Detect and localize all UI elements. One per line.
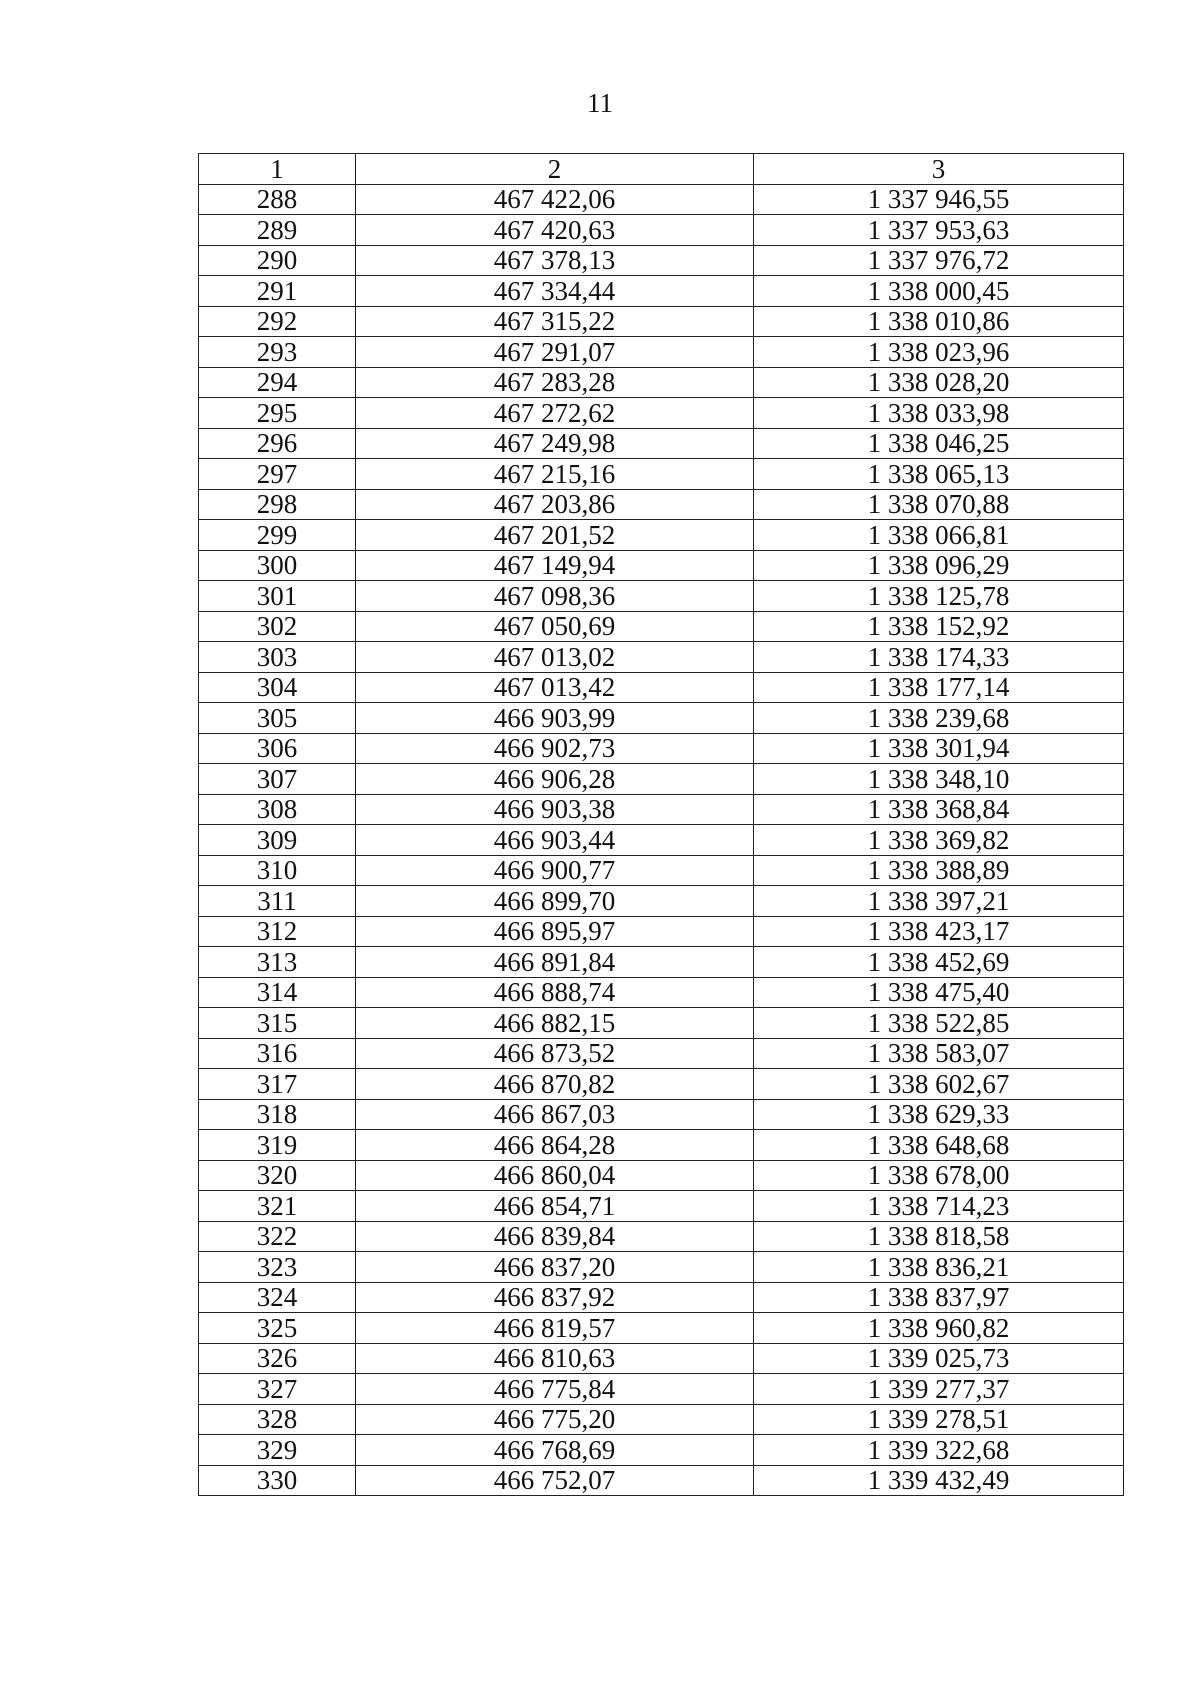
table-row [199,825,1124,856]
x-coordinate-cell: 466 837,92 [356,1282,754,1313]
point-number-cell: 330 [199,1465,356,1496]
header-cell-2: 2 [356,154,754,185]
x-coordinate-cell: 466 873,52 [356,1038,754,1069]
y-coordinate-cell: 1 339 277,37 [754,1374,1124,1405]
point-number-cell: 292 [199,306,356,337]
y-coordinate-cell: 1 338 368,84 [754,794,1124,825]
table-row [199,367,1124,398]
point-number-cell: 315 [199,1008,356,1039]
point-number-cell: 303 [199,642,356,673]
y-coordinate-cell: 1 338 033,98 [754,398,1124,429]
point-number-cell: 299 [199,520,356,551]
x-coordinate-cell: 466 819,57 [356,1313,754,1344]
point-number-cell: 324 [199,1282,356,1313]
table-row [199,1465,1124,1496]
y-coordinate-cell: 1 338 648,68 [754,1130,1124,1161]
table-row [199,764,1124,795]
x-coordinate-cell: 467 050,69 [356,611,754,642]
point-number-cell: 321 [199,1191,356,1222]
x-coordinate-cell: 466 775,84 [356,1374,754,1405]
table-row [199,977,1124,1008]
x-coordinate-cell: 467 420,63 [356,215,754,246]
table-row [199,1069,1124,1100]
x-coordinate-cell: 466 864,28 [356,1130,754,1161]
header-row [199,154,1124,185]
y-coordinate-cell: 1 338 010,86 [754,306,1124,337]
coordinates-table [198,153,1124,1496]
y-coordinate-cell: 1 338 602,67 [754,1069,1124,1100]
x-coordinate-cell: 466 902,73 [356,733,754,764]
y-coordinate-cell: 1 338 960,82 [754,1313,1124,1344]
point-number-cell: 295 [199,398,356,429]
x-coordinate-cell: 466 891,84 [356,947,754,978]
x-coordinate-cell: 467 315,22 [356,306,754,337]
point-number-cell: 304 [199,672,356,703]
table-row [199,855,1124,886]
y-coordinate-cell: 1 338 125,78 [754,581,1124,612]
x-coordinate-cell: 466 854,71 [356,1191,754,1222]
x-coordinate-cell: 467 215,16 [356,459,754,490]
table-row [199,520,1124,551]
table-row [199,1191,1124,1222]
point-number-cell: 322 [199,1221,356,1252]
table-row [199,581,1124,612]
y-coordinate-cell: 1 338 397,21 [754,886,1124,917]
x-coordinate-cell: 467 203,86 [356,489,754,520]
table-row [199,1252,1124,1283]
y-coordinate-cell: 1 338 000,45 [754,276,1124,307]
x-coordinate-cell: 467 378,13 [356,245,754,276]
point-number-cell: 306 [199,733,356,764]
x-coordinate-cell: 467 098,36 [356,581,754,612]
point-number-cell: 311 [199,886,356,917]
table-row [199,489,1124,520]
y-coordinate-cell: 1 338 583,07 [754,1038,1124,1069]
x-coordinate-cell: 467 249,98 [356,428,754,459]
y-coordinate-cell: 1 338 023,96 [754,337,1124,368]
table-row [199,1221,1124,1252]
y-coordinate-cell: 1 339 432,49 [754,1465,1124,1496]
x-coordinate-cell: 467 422,06 [356,184,754,215]
point-number-cell: 314 [199,977,356,1008]
table-row [199,1404,1124,1435]
table-row [199,1130,1124,1161]
point-number-cell: 296 [199,428,356,459]
point-number-cell: 323 [199,1252,356,1283]
y-coordinate-cell: 1 338 028,20 [754,367,1124,398]
point-number-cell: 298 [199,489,356,520]
y-coordinate-cell: 1 338 066,81 [754,520,1124,551]
x-coordinate-cell: 466 906,28 [356,764,754,795]
x-coordinate-cell: 466 903,99 [356,703,754,734]
x-coordinate-cell: 466 895,97 [356,916,754,947]
y-coordinate-cell: 1 337 946,55 [754,184,1124,215]
table-row [199,1343,1124,1374]
point-number-cell: 319 [199,1130,356,1161]
y-coordinate-cell: 1 338 629,33 [754,1099,1124,1130]
table-body [199,184,1124,1496]
point-number-cell: 326 [199,1343,356,1374]
y-coordinate-cell: 1 338 837,97 [754,1282,1124,1313]
table-row [199,337,1124,368]
y-coordinate-cell: 1 337 976,72 [754,245,1124,276]
y-coordinate-cell: 1 338 678,00 [754,1160,1124,1191]
y-coordinate-cell: 1 339 025,73 [754,1343,1124,1374]
y-coordinate-cell: 1 338 152,92 [754,611,1124,642]
table-row [199,672,1124,703]
y-coordinate-cell: 1 338 177,14 [754,672,1124,703]
page-number: 11 [587,88,613,118]
header-cell-3: 3 [754,154,1124,185]
x-coordinate-cell: 466 839,84 [356,1221,754,1252]
y-coordinate-cell: 1 338 522,85 [754,1008,1124,1039]
x-coordinate-cell: 466 899,70 [356,886,754,917]
table-row [199,1435,1124,1466]
point-number-cell: 293 [199,337,356,368]
point-number-cell: 309 [199,825,356,856]
table-row [199,886,1124,917]
x-coordinate-cell: 466 768,69 [356,1435,754,1466]
table-row [199,611,1124,642]
point-number-cell: 310 [199,855,356,886]
table-row [199,428,1124,459]
y-coordinate-cell: 1 338 423,17 [754,916,1124,947]
header-cell-1: 1 [199,154,356,185]
point-number-cell: 290 [199,245,356,276]
x-coordinate-cell: 466 870,82 [356,1069,754,1100]
table-row [199,1099,1124,1130]
point-number-cell: 316 [199,1038,356,1069]
y-coordinate-cell: 1 338 836,21 [754,1252,1124,1283]
y-coordinate-cell: 1 338 065,13 [754,459,1124,490]
table-row [199,642,1124,673]
point-number-cell: 308 [199,794,356,825]
x-coordinate-cell: 467 272,62 [356,398,754,429]
table-row [199,215,1124,246]
point-number-cell: 325 [199,1313,356,1344]
y-coordinate-cell: 1 338 070,88 [754,489,1124,520]
point-number-cell: 305 [199,703,356,734]
point-number-cell: 297 [199,459,356,490]
y-coordinate-cell: 1 338 301,94 [754,733,1124,764]
point-number-cell: 307 [199,764,356,795]
table-row [199,306,1124,337]
y-coordinate-cell: 1 339 322,68 [754,1435,1124,1466]
point-number-cell: 313 [199,947,356,978]
y-coordinate-cell: 1 338 818,58 [754,1221,1124,1252]
table-row [199,1374,1124,1405]
x-coordinate-cell: 467 013,02 [356,642,754,673]
x-coordinate-cell: 467 149,94 [356,550,754,581]
table-row [199,1313,1124,1344]
x-coordinate-cell: 466 775,20 [356,1404,754,1435]
x-coordinate-cell: 466 903,44 [356,825,754,856]
x-coordinate-cell: 466 860,04 [356,1160,754,1191]
y-coordinate-cell: 1 339 278,51 [754,1404,1124,1435]
y-coordinate-cell: 1 338 046,25 [754,428,1124,459]
table-row [199,459,1124,490]
y-coordinate-cell: 1 338 714,23 [754,1191,1124,1222]
point-number-cell: 312 [199,916,356,947]
y-coordinate-cell: 1 338 174,33 [754,642,1124,673]
table-row [199,245,1124,276]
table-row [199,184,1124,215]
table-row [199,550,1124,581]
x-coordinate-cell: 466 903,38 [356,794,754,825]
point-number-cell: 320 [199,1160,356,1191]
point-number-cell: 289 [199,215,356,246]
x-coordinate-cell: 466 882,15 [356,1008,754,1039]
y-coordinate-cell: 1 338 452,69 [754,947,1124,978]
table-row [199,1282,1124,1313]
x-coordinate-cell: 467 013,42 [356,672,754,703]
table-header [199,154,1124,185]
point-number-cell: 288 [199,184,356,215]
y-coordinate-cell: 1 338 348,10 [754,764,1124,795]
y-coordinate-cell: 1 338 475,40 [754,977,1124,1008]
table-row [199,703,1124,734]
table-row [199,947,1124,978]
x-coordinate-cell: 467 201,52 [356,520,754,551]
point-number-cell: 329 [199,1435,356,1466]
table-row [199,1160,1124,1191]
y-coordinate-cell: 1 338 388,89 [754,855,1124,886]
x-coordinate-cell: 467 334,44 [356,276,754,307]
point-number-cell: 317 [199,1069,356,1100]
y-coordinate-cell: 1 338 096,29 [754,550,1124,581]
x-coordinate-cell: 466 888,74 [356,977,754,1008]
x-coordinate-cell: 467 291,07 [356,337,754,368]
table-row [199,794,1124,825]
point-number-cell: 318 [199,1099,356,1130]
x-coordinate-cell: 466 867,03 [356,1099,754,1130]
table-row [199,276,1124,307]
table-row [199,1008,1124,1039]
x-coordinate-cell: 466 810,63 [356,1343,754,1374]
point-number-cell: 302 [199,611,356,642]
point-number-cell: 301 [199,581,356,612]
y-coordinate-cell: 1 338 369,82 [754,825,1124,856]
x-coordinate-cell: 466 752,07 [356,1465,754,1496]
table-row [199,1038,1124,1069]
point-number-cell: 327 [199,1374,356,1405]
point-number-cell: 328 [199,1404,356,1435]
table-row [199,916,1124,947]
y-coordinate-cell: 1 337 953,63 [754,215,1124,246]
y-coordinate-cell: 1 338 239,68 [754,703,1124,734]
point-number-cell: 291 [199,276,356,307]
point-number-cell: 300 [199,550,356,581]
x-coordinate-cell: 466 900,77 [356,855,754,886]
point-number-cell: 294 [199,367,356,398]
table-row [199,398,1124,429]
x-coordinate-cell: 466 837,20 [356,1252,754,1283]
table-row [199,733,1124,764]
x-coordinate-cell: 467 283,28 [356,367,754,398]
